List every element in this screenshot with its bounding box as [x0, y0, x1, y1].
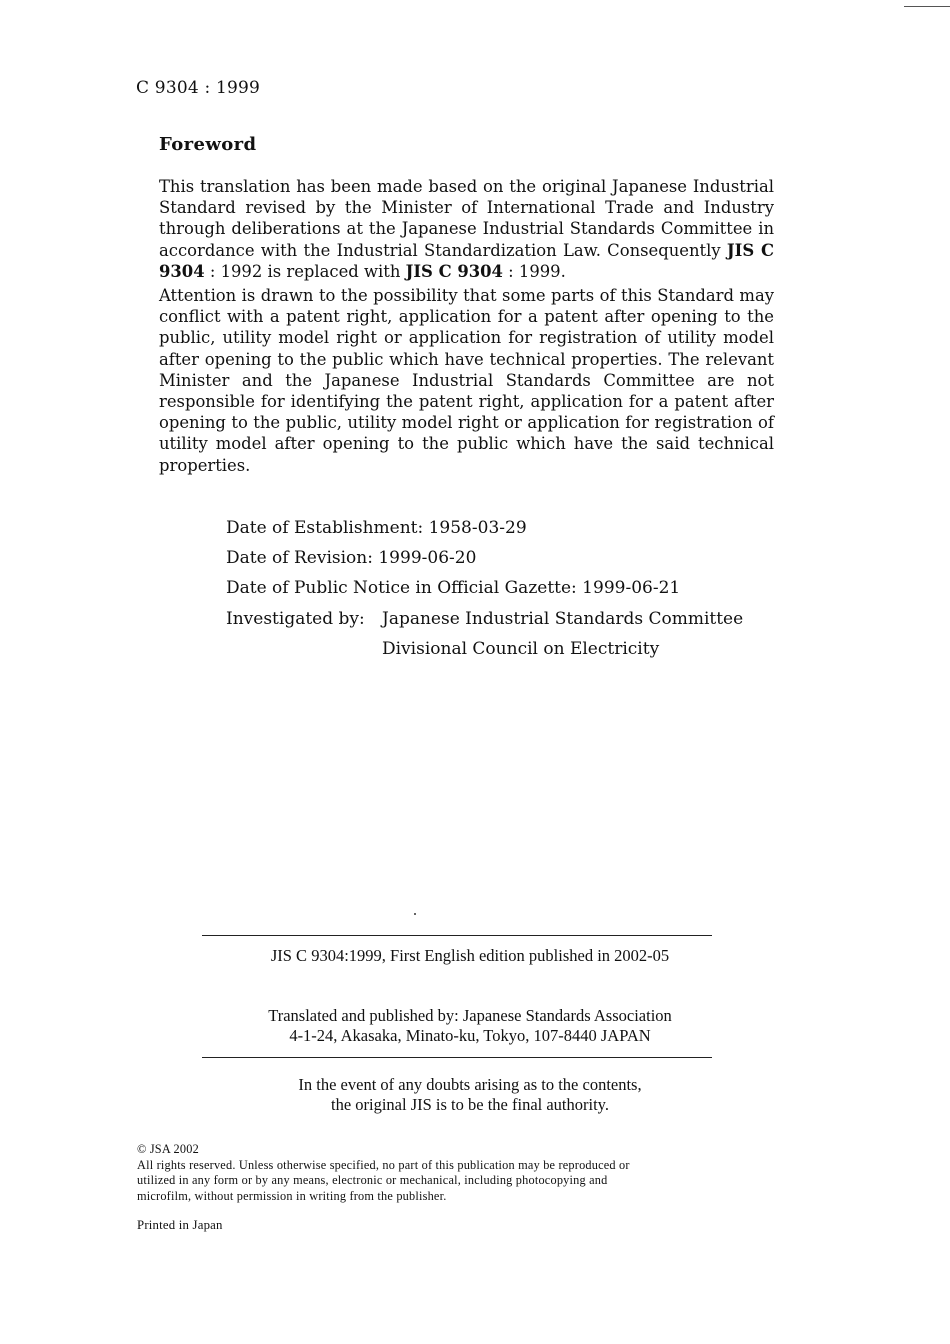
investigated-by-label: Investigated by: [226, 608, 365, 629]
stray-dot [414, 913, 416, 915]
old-standard-ref: JIS C 9304 [159, 240, 774, 281]
old-standard-year: : 1992 is replaced with [204, 261, 406, 281]
investigating-org-line-2: Divisional Council on Electricity [382, 638, 660, 659]
dates-block [226, 513, 744, 659]
date-of-revision: Date of Revision: 1999-06-20 [226, 548, 477, 569]
divider-rule-top [202, 935, 712, 936]
authority-note [140, 1075, 800, 1115]
edition-line: JIS C 9304:1999, First English edition published in 2002-05 [270, 946, 670, 965]
foreword-body [159, 176, 774, 476]
foreword-paragraph-1 [159, 176, 774, 282]
rights-line-1: All rights reserved. Unless otherwise specified, no part of this publication may be reproduced or [137, 1157, 630, 1172]
investigating-org-line-1: Japanese Industrial Standards Committee [382, 608, 744, 629]
publisher-block [140, 1006, 800, 1046]
rights-line-2: utilized in any form or by any means, electronic or mechanical, including photocopying and [137, 1173, 608, 1187]
foreword-paragraph-2: Attention is drawn to the possibility that some parts of this Standard may conflict with a patent right, application for a patent after opening to the public, utility model right or application for registration of utility model after opening to the public which have technical properties. The relevant Minister and the Japanese Industrial Standards Committee are not responsible for identifying the patent right, application for a patent after opening to the public, utility model right or application for registration of utility model after opening to the public which have the said technical properties. [159, 286, 774, 475]
publisher-address: 4-1-24, Akasaka, Minato-ku, Tokyo, 107-8440 JAPAN [289, 1026, 651, 1045]
new-standard-ref: JIS C 9304 [405, 261, 503, 281]
copyright-block [137, 1142, 777, 1204]
foreword-heading: Foreword [159, 134, 257, 155]
investigating-organization [382, 604, 743, 664]
copyright-notice: © JSA 2002 [137, 1142, 199, 1156]
divider-rule-bottom [202, 1057, 712, 1058]
date-of-establishment: Date of Establishment: 1958-03-29 [226, 518, 527, 538]
printed-in-note: Printed in Japan [137, 1218, 223, 1232]
foreword-p1-intro: This translation has been made based on the original Japanese Industrial Standard revised by the Minister of International Trade and Industry through deliberations at the Japanese Industrial Standards Committee in accordance with the Industrial Standardization Law. Consequently [159, 177, 774, 260]
authority-line-2: the original JIS is to be the final authority. [330, 1095, 609, 1114]
authority-line-1: In the event of any doubts arising as to the contents, [298, 1075, 642, 1094]
publisher-line: Translated and published by: Japanese Standards Association [268, 1006, 672, 1025]
rights-line-3: microfilm, without permission in writing from the publisher. [137, 1188, 447, 1203]
date-of-public-notice: Date of Public Notice in Official Gazette: 1999-06-21 [226, 578, 681, 599]
top-edge-rule [904, 6, 950, 7]
document-code: C 9304 : 1999 [136, 78, 261, 98]
new-standard-year: : 1999. [502, 261, 566, 281]
